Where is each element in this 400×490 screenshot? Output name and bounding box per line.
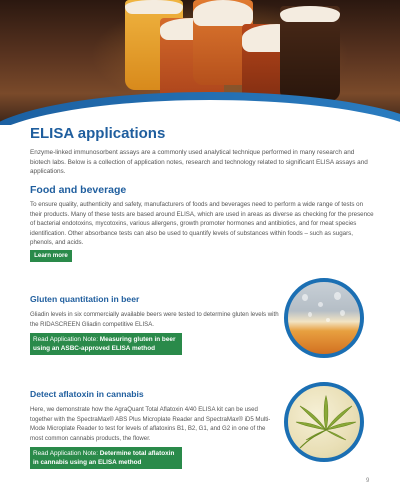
aflatoxin-app-note-link[interactable] (30, 447, 182, 469)
note-title: Measuring gluten in beer using an ASBC-approved ELISA method (33, 336, 176, 352)
food-beverage-paragraph: To ensure quality, authenticity and safety, manufacturers of foods and beverages need to perform a wide range of tests on their products. Many of these tests are based around ELISA, which are used in areas as diverse as checking for the presence of bacterial endotoxins, mycotoxins, various allergens, growth promoter hormones and antibiotics, and for meat species identification. Other absorbance tests can also be used to quantify levels of substances within foods – such as sugars, phenols, and acids. (30, 201, 374, 247)
gluten-heading: Gluten quantitation in beer (30, 294, 140, 304)
learn-more-button[interactable]: Learn more (30, 250, 72, 262)
aflatoxin-paragraph: Here, we demonstrate how the AgraQuant Total Aflatoxin 4/40 ELISA kit can be used together with the SpectraMax® ABS Plus Microplate Reader and SpectraMax® iD5 Multi-Mode Microplate Reader to test for levels of aflatoxins B1, B2, G1, and G2 in one of the most common cannabis products, the flower. (30, 406, 271, 442)
gluten-paragraph: Gliadin levels in six commercially available beers were tested to determine gluten levels with the RIDASCREEN Gliadin competitive ELISA. (30, 311, 279, 328)
note-prefix: Read Application Note: (33, 450, 100, 457)
cannabis-leaf-icon (288, 386, 360, 458)
beer-glass-closeup-image (284, 278, 364, 358)
beer-glass (280, 6, 340, 101)
food-beverage-heading: Food and beverage (30, 184, 127, 196)
hero-banner-beer-glasses (0, 0, 400, 125)
page-number: 9 (366, 478, 370, 484)
cannabis-leaf-image (284, 382, 364, 462)
note-title: Determine total aflatoxin in cannabis using an ELISA method (33, 450, 175, 466)
aflatoxin-heading: Detect aflatoxin in cannabis (30, 389, 144, 399)
gluten-app-note-link[interactable] (30, 333, 182, 355)
intro-paragraph: Enzyme-linked immunosorbent assays are a commonly used analytical technique performed in many research and biotech labs. Below is a collection of application notes, research and technology related to significant ELISA assays and applications. (30, 149, 368, 176)
page-title: ELISA applications (30, 125, 166, 142)
note-prefix: Read Application Note: (33, 336, 100, 343)
